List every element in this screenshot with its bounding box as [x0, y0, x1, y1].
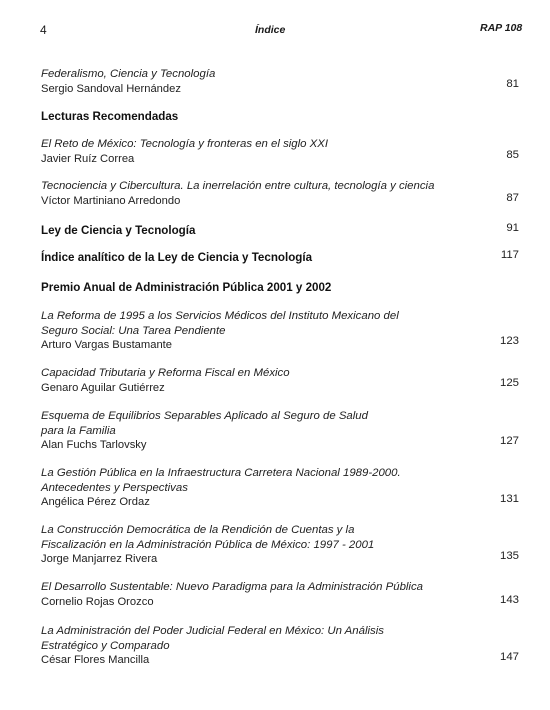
entry-page: 91 — [506, 222, 519, 234]
entry-page: 127 — [499, 435, 519, 447]
entry-title: para la Familia — [41, 424, 116, 437]
entry-title: La Administración del Poder Judicial Federal en México: Un Análisis — [41, 625, 384, 637]
journal-name: RAP 108 — [480, 22, 523, 34]
entry-page: 123 — [499, 335, 519, 347]
entry-title: La Reforma de 1995 a los Servicios Médicos del Instituto Mexicano del — [41, 310, 399, 322]
toc-entry — [41, 67, 461, 96]
toc-entry — [41, 409, 461, 453]
entry-title: Capacidad Tributaria y Reforma Fiscal en México — [41, 367, 290, 379]
running-title: Índice — [255, 24, 286, 36]
toc-entry — [41, 366, 461, 395]
entry-author: Alan Fuchs Tarlovsky — [41, 439, 147, 451]
entry-author: Víctor Martiniano Arredondo — [41, 194, 181, 207]
toc-entry — [41, 523, 461, 567]
entry-author: Javier Ruíz Correa — [41, 152, 135, 165]
entry-title: Estratégico y Comparado — [41, 639, 170, 652]
entry-title: Fiscalización en la Administración Pública de México: 1997 - 2001 — [41, 538, 375, 551]
entry-page: 143 — [499, 594, 519, 606]
entry-page: 87 — [506, 192, 519, 204]
entry-title: Tecnociencia y Cibercultura. La inerrelación entre cultura, tecnología y ciencia — [41, 180, 435, 192]
entry-author: Jorge Manjarrez Rivera — [41, 553, 158, 565]
entry-page: 131 — [499, 493, 519, 505]
entry-author: Arturo Vargas Bustamante — [41, 339, 172, 351]
entry-author: Angélica Pérez Ordaz — [41, 496, 150, 508]
toc-entry — [41, 179, 461, 208]
entry-page: 135 — [499, 550, 519, 562]
entry-page: 81 — [506, 78, 519, 90]
entry-title: El Desarrollo Sustentable: Nuevo Paradigma para la Administración Pública — [41, 581, 423, 593]
entry-title: La Gestión Pública en la Infraestructura Carretera Nacional 1989-2000. — [41, 467, 401, 479]
toc-entry — [41, 580, 461, 609]
section-heading: Premio Anual de Administración Pública 2001 y 2002 — [41, 281, 332, 294]
entry-title: Federalismo, Ciencia y Tecnología — [41, 68, 216, 80]
entry-title: Seguro Social: Una Tarea Pendiente — [41, 324, 226, 337]
page-number: 4 — [40, 23, 47, 37]
entry-title: La Construcción Democrática de la Rendición de Cuentas y la — [41, 524, 355, 536]
entry-page: 125 — [499, 377, 519, 389]
entry-title: Antecedentes y Perspectivas — [41, 481, 188, 494]
section-heading: Lecturas Recomendadas — [41, 110, 179, 123]
toc-entry — [41, 466, 461, 510]
entry-title: El Reto de México: Tecnología y fronteras en el siglo XXI — [41, 138, 329, 150]
section-heading: Ley de Ciencia y Tecnología — [41, 224, 196, 237]
toc-entry — [41, 309, 461, 353]
toc-entry — [41, 624, 461, 668]
toc-entry — [41, 137, 461, 166]
entry-page: 85 — [506, 149, 519, 161]
entry-author: Sergio Sandoval Hernández — [41, 82, 181, 95]
entry-title: Esquema de Equilibrios Separables Aplicado al Seguro de Salud — [41, 410, 368, 422]
entry-author: César Flores Mancilla — [41, 654, 150, 666]
entry-author: Cornelio Rojas Orozco — [41, 595, 154, 608]
section-heading: Índice analítico de la Ley de Ciencia y Tecnología — [41, 251, 313, 264]
entry-author: Genaro Aguilar Gutiérrez — [41, 381, 165, 394]
entry-page: 117 — [500, 249, 519, 261]
entry-page: 147 — [499, 651, 519, 663]
